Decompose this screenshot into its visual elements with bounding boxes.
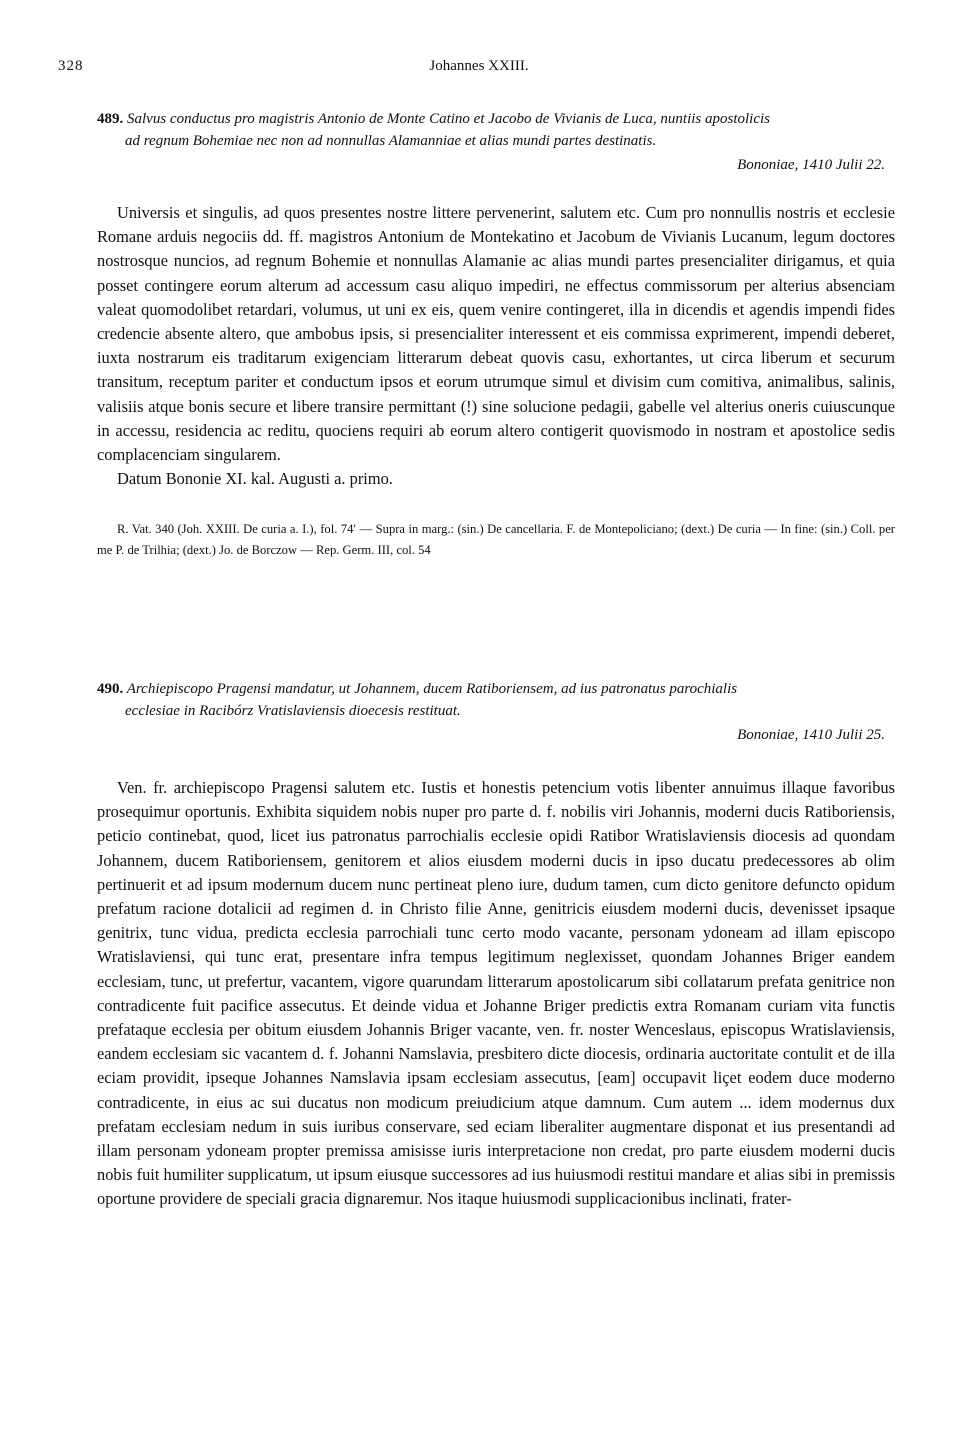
source-note-text: R. Vat. 340 (Joh. XXIII. De curia a. I.), fol. 74′ — Supra in marg.: (sin.) De cancellaria. F. de Montepoliciano; (dext.) De curia — In fine: (sin.) Coll. per me P. de Trilhia; (dext.) Jo. de Borczow — Rep. Germ. III, col. 54	[97, 522, 895, 558]
document-number: 490.	[97, 681, 124, 697]
document-490	[97, 678, 895, 1212]
body-paragraph: Universis et singulis, ad quos presentes nostre littere pervenerint, salutem etc. Cum pro nonnullis nostris et ecclesie Romane arduis negociis dd. ff. magistros Antonium de Montekatino et Jacobum de Vivianis Lucanum, legum doctores nostrosque nuncios, ad regnum Bohemie et nonnullas Alamanie ac alias mundi partes presencialiter dirigamus, et quia posset contingere eorum alterum ad accessum casu aliquo impediri, ne effectus commissorum per alterius absenciam valeat quomodolibet retardari, volumus, ut uni ex eis, quem venire contingeret, illa in dicendis et agendis impendi fides credencie absente altero, que ambobus ipsis, si presencialiter interessent et eis commissa exprimerent, impendi deberet, iuxta nostrarum eis traditarum exigenciam litterarum debeat quovis casu, exhortantes, ut circa liberum et securum transitum, receptum pariter et conductum ipsos et eorum utrumque simul et divisim cum comitiva, animalibus, salinis, valisiis atque bonis secure et libere transire permittant (!) sine solucione pedagii, gabelle vel alterius oneris cuiuscunque in accessu, residencia ac reditu, quociens requiri ab eorum altero contigerit quovismodo in nostram et apostolice sedis complacenciam singularem.	[97, 203, 895, 465]
datum-line: Datum Bononie XI. kal. Augusti a. primo.	[117, 469, 393, 489]
document-date: Bononiae, 1410 Julii 22.	[737, 157, 885, 173]
title-continuation: ecclesiae in Racibórz Vratislaviensis dioecesis restituat.	[125, 703, 461, 719]
document-body	[97, 201, 895, 491]
running-title: Johannes XXIII.	[429, 58, 529, 74]
title-text: Salvus conductus pro magistris Antonio de Monte Catino et Jacobo de Vivianis de Luca, nuntiis apostolicis	[127, 111, 771, 127]
document-number: 489.	[97, 111, 124, 127]
document-489	[97, 108, 895, 561]
document-title	[97, 108, 895, 152]
document-date: Bononiae, 1410 Julii 25.	[737, 727, 885, 743]
page-number: 328	[58, 58, 84, 74]
source-note	[97, 519, 895, 561]
body-paragraph: Ven. fr. archiepiscopo Pragensi salutem etc. Iustis et honestis petencium votis libenter annuimus illaque favoribus prosequimur oportunis. Exhibita siquidem nobis nuper pro parte d. f. nobilis viri Johannis, moderni ducis Ratiboriensis, peticio continebat, quod, licet ius patronatus parrochialis ecclesie opidi Ratibor Wratislaviensis diocesis ad quondam Johannem, ducem Ratiboriensem, genitorem et alios eiusdem moderni ducis in ipso ducatu predecessores ab olim pertinuerit et ad ipsum modernum ducem nunc pertineat pleno iure, dudum tamen, cum dicto genitore defuncto opidum prefatum racione dotalicii ad regimen d. in Christo filie Anne, genitricis eiusdem moderni ducis, devenisset ipsaque genitrix, tunc vidua, predicta ecclesia parrochiali tunc certo modo vacante, personam ydoneam ad illam episcopo Wratislaviensi, qui tunc erat, presentare infra tempus legitimum neglexisset, quondam Johannes Briger eandem ecclesiam, tunc, ut prefertur, vacantem, vigore quarundam litterarum apostolicarum sibi collatarum prefata genitrice non contradicente fuit pacifice assecutus. Et deinde vidua et Johanne Briger predictis extra Romanam curiam vita functis prefataque ecclesia per obitum eiusdem Johannis Briger vacante, ven. fr. noster Wenceslaus, episcopus Wratislaviensis, eandem ecclesiam sic vacantem d. f. Johanni Namslavia, presbitero dicte diocesis, ordinaria auctoritate contulit et de illa eciam providit, ipseque Johannes Namslavia ipsam ecclesiam assecutus, [eam] occupavit liçet eodem duce moderno contradicente, in eius ac sui ducatus non modicum preiudicium atque damnum. Cum autem ... idem modernus dux prefatam ecclesiam nedum in suis iuribus conservare, sed eciam liberaliter augmentare disponat et ius presentandi ad illam personam ydoneam propter premissa amisisse iuris interpretacione non credat, pro parte eiusdem moderni ducis nobis fuit humiliter supplicatum, ut ipsum eiusque successores ad ius huiusmodi restitui mandare et alias sibi in premissis oportune providere de speciali gracia dignaremur. Nos itaque huiusmodi supplicacionibus inclinati, frater-	[97, 778, 895, 1209]
document-title	[97, 678, 895, 722]
title-text: Archiepiscopo Pragensi mandatur, ut Johannem, ducem Ratiboriensem, ad ius patronatus parochialis	[126, 681, 738, 697]
title-continuation: ad regnum Bohemiae nec non ad nonnullas Alamanniae et alias mundi partes destinatis.	[125, 133, 657, 149]
page-header	[58, 58, 900, 82]
document-body	[97, 776, 895, 1212]
